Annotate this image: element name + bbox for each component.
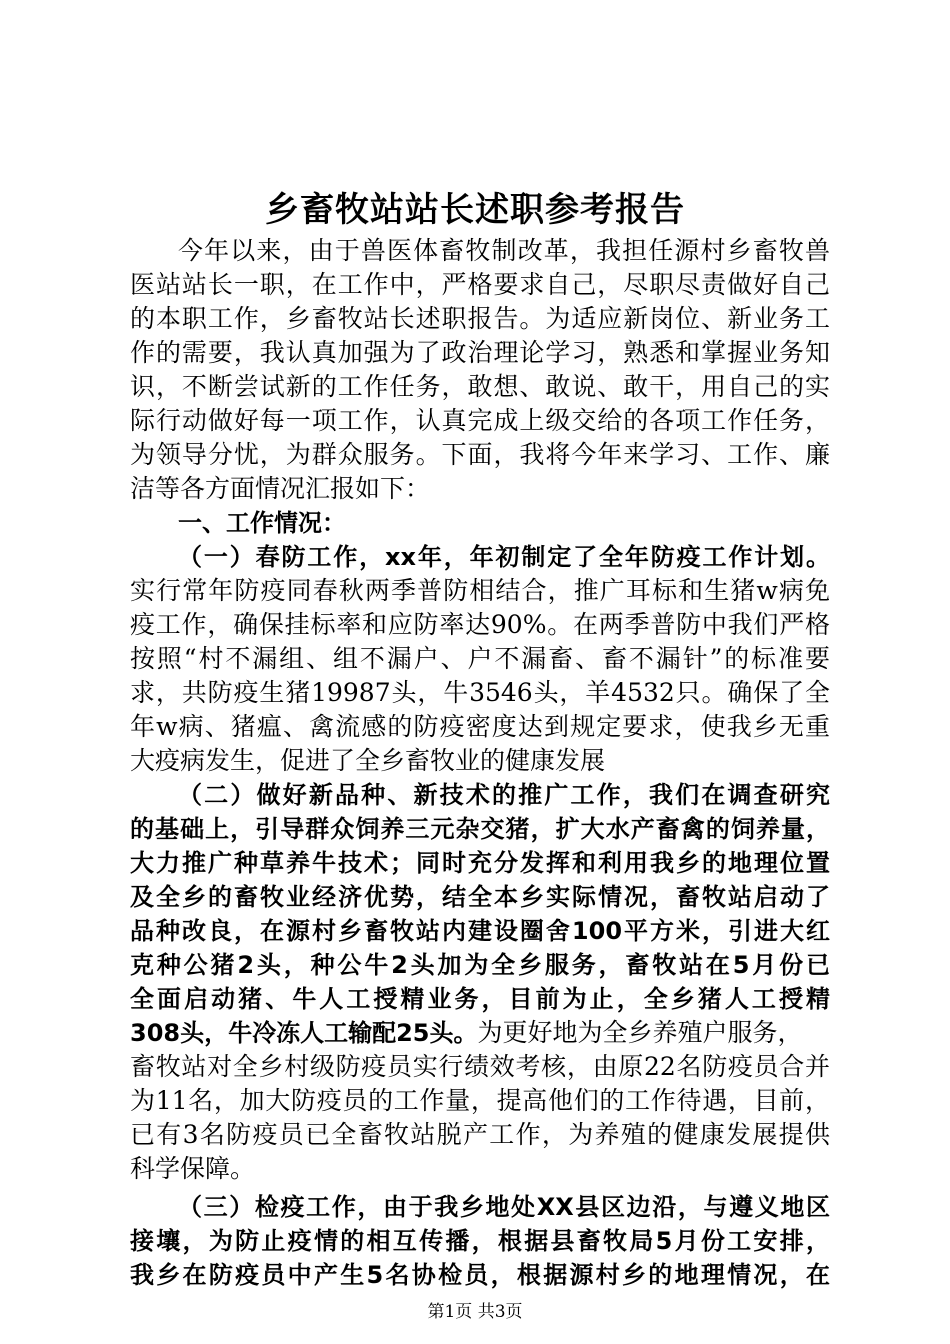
body-line: 科学保障。	[130, 1154, 256, 1183]
body-line: 实行常年防疫同春秋两季普防相结合，推广耳标和生猪w病免	[130, 576, 830, 605]
bold-line: 接壤，为防止疫情的相互传播，根据县畜牧局5月份工安排，	[130, 1227, 830, 1255]
bold-line: 我乡在防疫员中产生5名协检员，根据源村乡的地理情况，在	[130, 1261, 830, 1289]
bold-line: 品种改良，在源村乡畜牧站内建设圈舍100平方米，引进大红	[130, 917, 830, 945]
body-line: 求，共防疫生猪19987头，牛3546头，羊4532只。确保了全	[130, 678, 830, 707]
bold-line: 全面启动猪、牛人工授精业务，目前为止，全乡猪人工授精	[130, 985, 830, 1013]
bold-line: 及全乡的畜牧业经济优势，结全本乡实际情况，畜牧站启动了	[130, 883, 830, 911]
bold-segment: 308头，牛冷冻人工输配25头。	[130, 1019, 478, 1047]
body-line: 际行动做好每一项工作，认真完成上级交给的各项工作任务，	[130, 406, 830, 435]
mixed-line	[130, 1016, 830, 1050]
body-line: 的本职工作，乡畜牧站长述职报告。为适应新岗位、新业务工	[130, 304, 830, 333]
body-line: 医站站长一职，在工作中，严格要求自己，尽职尽责做好自己	[130, 270, 830, 299]
body-line: 疫工作，确保挂标率和应防率达90%。在两季普防中我们严格	[130, 610, 830, 639]
bold-line: 大力推广种草养牛技术；同时充分发挥和利用我乡的地理位置	[130, 849, 830, 877]
regular-segment: 为更好地为全乡养殖户服务，	[477, 1018, 803, 1047]
bold-line: （二）做好新品种、新技术的推广工作，我们在调查研究	[178, 781, 830, 809]
bold-line: （三）检疫工作，由于我乡地处XX县区边沿，与遵义地区	[178, 1193, 830, 1221]
page-footer: 第1页 共3页	[427, 1302, 523, 1322]
body-line: 年w病、猪瘟、禽流感的防疫密度达到规定要求，使我乡无重	[130, 712, 830, 741]
body-line: 为领导分忧，为群众服务。下面，我将今年来学习、工作、廉	[130, 440, 830, 469]
bold-line: 克种公猪2头，种公牛2头加为全乡服务，畜牧站在5月份已	[130, 951, 830, 979]
body-line: 识，不断尝试新的工作任务，敢想、敢说、敢干，用自己的实	[130, 372, 830, 401]
body-line: 已有3名防疫员已全畜牧站脱产工作，为养殖的健康发展提供	[130, 1120, 830, 1149]
body-line: 畜牧站对全乡村级防疫员实行绩效考核，由原22名防疫员合并	[130, 1052, 830, 1081]
body-line: 为11名，加大防疫员的工作量，提高他们的工作待遇，目前，	[130, 1086, 830, 1115]
document-title: 乡畜牧站站长述职参考报告	[265, 190, 685, 230]
subsection-heading-line: （一）春防工作，xx年，年初制定了全年防疫工作计划。	[178, 543, 830, 571]
section-heading: 一、工作情况：	[178, 509, 346, 537]
body-line: 今年以来，由于兽医体畜牧制改革，我担任源村乡畜牧兽	[178, 236, 830, 265]
body-line: 按照“村不漏组、组不漏户、户不漏畜、畜不漏针”的标准要	[130, 644, 830, 673]
bold-line: 的基础上，引导群众饲养三元杂交猪，扩大水产畜禽的饲养量，	[130, 815, 830, 843]
body-line: 作的需要，我认真加强为了政治理论学习，熟悉和掌握业务知	[130, 338, 830, 367]
body-line: 大疫病发生，促进了全乡畜牧业的健康发展	[130, 746, 606, 775]
body-line: 洁等各方面情况汇报如下：	[130, 474, 431, 503]
